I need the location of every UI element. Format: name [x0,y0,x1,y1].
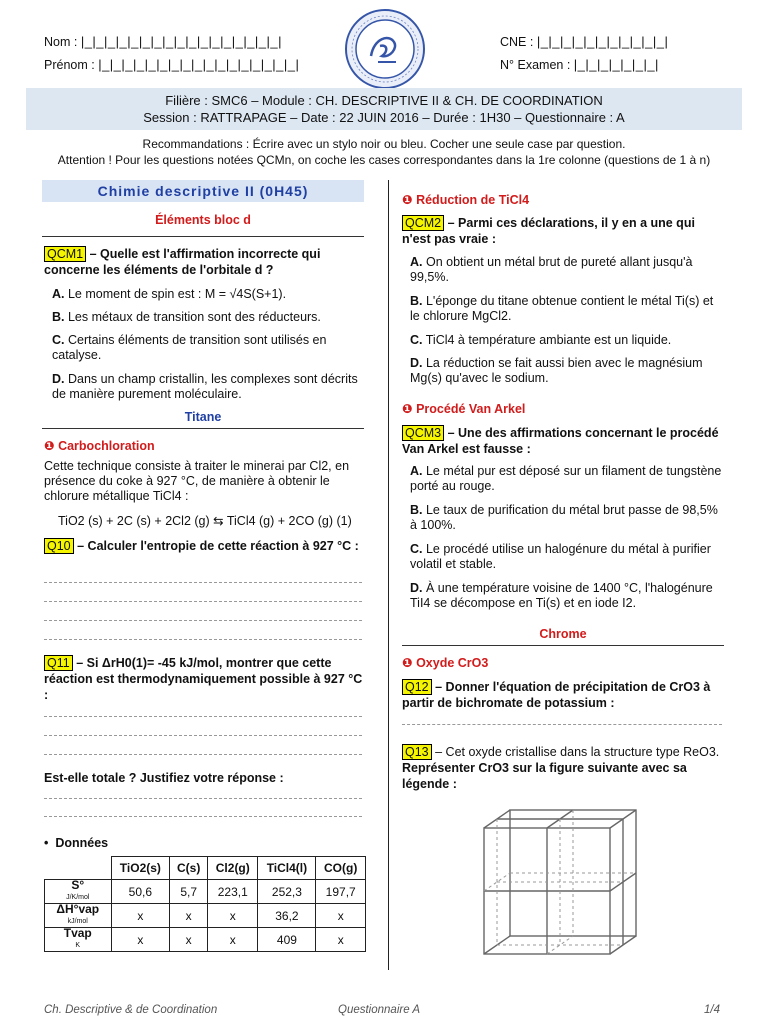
bullet-icon: • [44,836,49,850]
oxyde-title: Oxyde CrO3 [416,656,489,670]
qcm3-text: – Une des affirmations concernant le procédé Van Arkel est fausse : [402,426,719,456]
qcm2-d[interactable] [410,356,724,386]
table-header: TiO2(s) [111,857,170,880]
table-cell: x [170,904,208,928]
option-letter: D. [410,356,423,370]
rule [42,428,364,429]
table-header: C(s) [170,857,208,880]
section-bloc-d: Éléments bloc d [155,213,251,227]
column-divider [388,180,389,970]
q13-text-2: Représenter CrO3 sur la figure suivante avec sa légende : [402,761,687,791]
carbochloration-heading [44,438,155,453]
qcm1-b[interactable] [52,310,364,325]
answer-line[interactable] [44,798,362,799]
qcm3-tag: QCM3 [402,425,444,441]
recommandations-text: Recommandations : Écrire avec un stylo noir ou bleu. Cocher une seule case par question. [142,137,626,151]
qcm2-question [402,215,724,247]
reduction-heading [402,192,529,207]
qcm2-b[interactable] [410,294,724,324]
q11-text: – Si ΔrH0(1)= -45 kJ/mol, montrer que cette réaction est thermodynamiquement possible à 927 °C : [44,656,363,702]
qcm1-text: – Quelle est l'affirmation incorrecte qui concerne les éléments de l'orbitale d ? [44,247,321,277]
footer-center: Questionnaire A [338,1004,421,1016]
option-letter: D. [52,372,65,386]
qcm1-question [44,246,364,278]
table-cell: 36,2 [258,904,316,928]
row-label [45,904,112,928]
q13-tag: Q13 [402,744,432,760]
band-line-2: Session : RATTRAPAGE – Date : 22 JUIN 2016 – Durée : 1H30 – Questionnaire : A [143,110,625,125]
q12-text: – Donner l'équation de précipitation de CrO3 à partir de bichromate de potassium : [402,680,711,710]
row-label-text: Tvap [63,926,92,940]
reduction-title: Réduction de TiCl4 [416,193,530,207]
left-title: Chimie descriptive II (0H45) [97,183,309,199]
examen-label: N° Examen : [500,58,571,72]
table-header: TiCl4(l) [258,857,316,880]
option-letter: A. [410,255,423,269]
qcm3-c-text: Le procédé utilise un halogénure du métal à purifier volatil et stable. [410,542,711,571]
table-row [45,904,366,928]
qcm3-d-text: À une température voisine de 1400 °C, l'halogénure TiI4 se décompose en Ti(s) et en iode I2. [410,581,713,610]
option-letter: D. [410,581,423,595]
section-titane: Titane [184,410,222,424]
thermo-data-table [44,856,366,952]
table-cell: 50,6 [111,880,170,904]
qcm1-c-text: Certains éléments de transition sont utilisés en catalyse. [52,333,327,362]
table-cell: x [208,904,258,928]
nom-boxes[interactable]: |_|_|_|_|_|_|_|_|_|_|_|_|_|_|_|_|_| [80,34,283,49]
option-letter: B. [410,503,423,517]
section-chrome: Chrome [539,627,587,641]
qcm1-a-text: Le moment de spin est : M = √4S(S+1). [67,287,287,301]
qcm2-b-text: L'éponge du titane obtenue contient le métal Ti(s) et le chlorure MgCl2. [410,294,714,323]
option-letter: A. [410,464,423,478]
info-icon: ❶ [44,439,55,453]
qcm2-d-text: La réduction se fait aussi bien avec le magnésium Mg(s) qu'avec le sodium. [410,356,703,385]
qcm2-tag: QCM2 [402,215,444,231]
table-cell: 5,7 [170,880,208,904]
qcm3-a[interactable] [410,464,724,494]
carbochloration-title: Carbochloration [58,439,155,453]
row-label [45,880,112,904]
q11-tag: Q11 [44,655,73,671]
option-letter: C. [410,333,423,347]
band-line-1: Filière : SMC6 – Module : CH. DESCRIPTIVE II & CH. DE COORDINATION [165,93,603,108]
row-unit: kJ/mol [67,918,88,925]
table-row [45,928,366,952]
table-cell: x [111,904,170,928]
cne-row [500,34,668,49]
row-label-text: S° [71,878,85,892]
university-seal-icon [344,8,426,90]
qcm3-b-text: Le taux de purification du métal brut passe de 98,5% à 100%. [410,503,718,532]
qcm1-c[interactable] [52,333,364,363]
info-icon: ❶ [402,193,413,207]
answer-line[interactable] [44,735,362,736]
vanarkel-heading [402,401,525,416]
option-letter: C. [410,542,423,556]
rule [402,645,724,646]
q10-tag: Q10 [44,538,74,554]
nom-label: Nom : [44,35,78,49]
prenom-label: Prénom : [44,58,95,72]
table-cell: x [316,928,366,952]
qcm2-c-text: TiCl4 à température ambiante est un liquide. [425,333,672,347]
qcm3-question [402,425,724,457]
answer-line[interactable] [44,816,362,817]
table-corner-cell [45,857,112,880]
table-header: CO(g) [316,857,366,880]
table-header-row [45,857,366,880]
qcm2-c[interactable] [410,333,724,348]
donnees-label: Données [55,836,109,850]
qcm3-c[interactable] [410,542,724,572]
rule [42,236,364,237]
qcm3-b[interactable] [410,503,724,533]
table-cell: 223,1 [208,880,258,904]
totale-question: Est-elle totale ? Justifiez votre réponse : [44,771,284,785]
qcm1-tag: QCM1 [44,246,86,262]
cube-structure-figure[interactable] [478,802,654,972]
cne-boxes[interactable]: |_|_|_|_|_|_|_|_|_|_|_| [536,34,669,49]
table-row [45,880,366,904]
q11-question [44,655,364,703]
info-icon: ❶ [402,656,413,670]
qcm3-a-text: Le métal pur est déposé sur un filament de tungstène porté au rouge. [410,464,722,493]
cne-label: CNE : [500,35,534,49]
table-cell: 409 [258,928,316,952]
row-unit: J/K/mol [66,894,90,901]
donnees-heading [44,835,108,851]
q12-tag: Q12 [402,679,432,695]
attention-text: Attention ! Pour les questions notées QCMn, on coche les cases correspondantes dans la 1re colonne (questions de 1 à n) [57,153,711,167]
row-unit: K [75,942,81,949]
q10-text: – Calculer l'entropie de cette réaction à 927 °C : [77,539,359,553]
answer-line[interactable] [44,601,362,602]
table-header: Cl2(g) [208,857,258,880]
examen-boxes[interactable]: |_|_|_|_|_|_|_| [573,57,659,72]
footer-left: Ch. Descriptive & de Coordination [44,1004,218,1016]
option-letter: C. [52,333,65,347]
q13-text-1: – Cet oxyde cristallise dans la structure type ReO3. [435,745,720,759]
oxyde-heading [402,655,488,670]
qcm2-a[interactable] [410,255,724,285]
prenom-boxes[interactable]: |_|_|_|_|_|_|_|_|_|_|_|_|_|_|_|_|_| [98,57,300,72]
nom-row [44,34,282,49]
q10-question [44,538,364,554]
table-cell: x [208,928,258,952]
row-label-text: ΔH°vap [56,902,100,916]
qcm3-d[interactable] [410,581,724,611]
answer-line[interactable] [44,754,362,755]
module-band [26,88,742,130]
carbo-text: Cette technique consiste à traiter le minerai par Cl2, en présence du coke à 927 °C, de manière à obtenir le chlorure métallique TiCl4 : [44,459,350,503]
table-cell: 197,7 [316,880,366,904]
table-cell: x [111,928,170,952]
option-letter: A. [52,287,65,301]
answer-line[interactable] [44,639,362,640]
qcm1-a[interactable] [52,287,364,302]
vanarkel-title: Procédé Van Arkel [416,402,526,416]
table-cell: x [316,904,366,928]
qcm1-d[interactable] [52,372,364,402]
answer-line[interactable] [44,620,362,621]
footer-page: 1/4 [704,1004,720,1016]
qcm2-a-text: On obtient un métal brut de pureté allant jusqu'à 99,5%. [410,255,693,284]
qcm2-text: – Parmi ces déclarations, il y en a une qui n'est pas vraie : [402,216,695,246]
option-letter: B. [410,294,423,308]
examen-row [500,57,659,72]
instructions [0,136,768,168]
option-letter: B. [52,310,65,324]
qcm1-b-text: Les métaux de transition sont des réducteurs. [67,310,321,324]
prenom-row [44,57,299,72]
answer-line[interactable] [44,716,362,717]
table-cell: 252,3 [258,880,316,904]
answer-line[interactable] [44,582,362,583]
q12-question [402,679,724,711]
reaction-equation: TiO2 (s) + 2C (s) + 2Cl2 (g) ⇆ TiCl4 (g) + 2CO (g) (1) [58,514,352,528]
table-cell: x [170,928,208,952]
row-label [45,928,112,952]
qcm1-d-text: Dans un champ cristallin, les complexes sont décrits de manière purement moléculaire. [52,372,358,401]
info-icon: ❶ [402,402,413,416]
answer-line[interactable] [402,724,722,725]
q13-question [402,744,724,792]
